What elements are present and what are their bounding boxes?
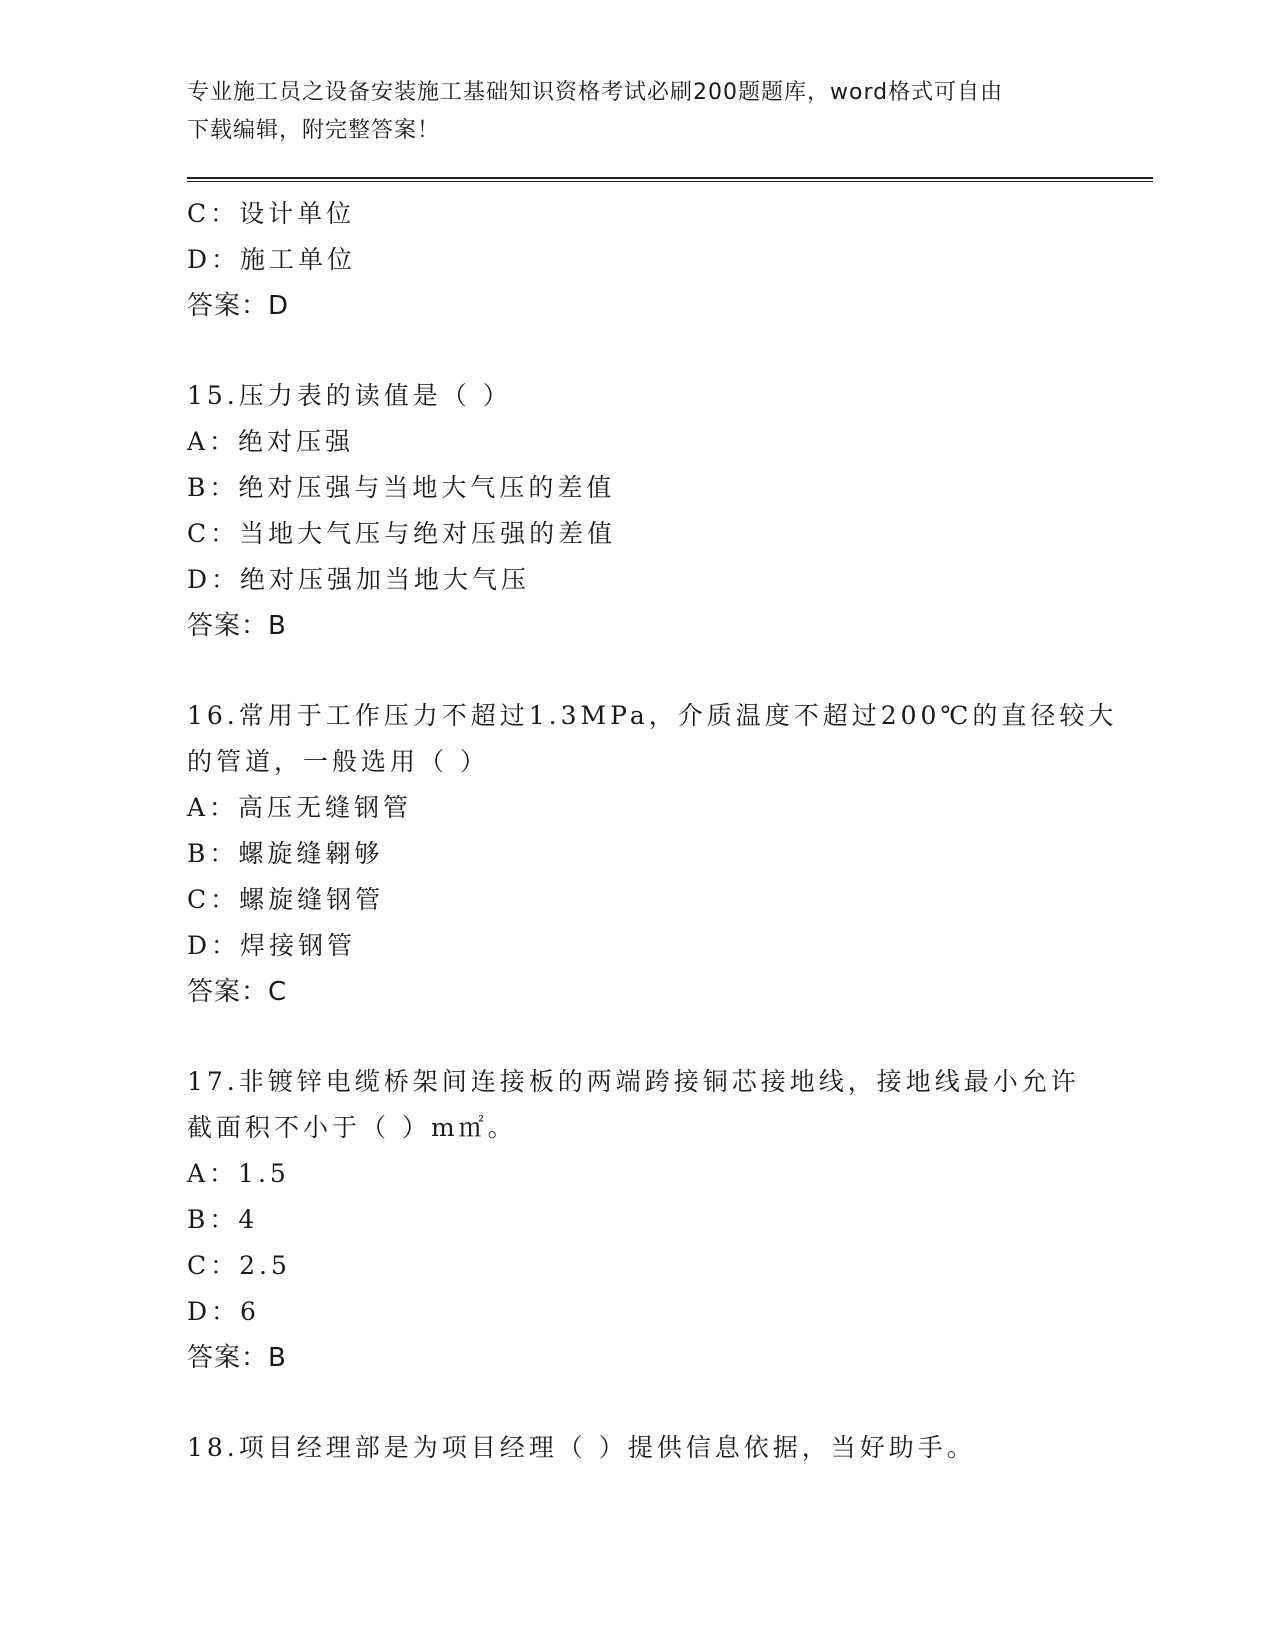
- header-divider: [187, 177, 1153, 182]
- document-page: [187, 74, 1147, 1462]
- option-c: C：当地大气压与绝对压强的差值: [187, 519, 617, 548]
- option-d: D：焊接钢管: [187, 931, 357, 960]
- answer-line: 答案：D: [187, 291, 290, 321]
- spacer: [187, 1015, 1147, 1059]
- option-d: D：施工单位: [187, 245, 357, 274]
- question-stem: 15.压力表的读值是（ ）: [187, 381, 512, 410]
- question-stem-line-2: 的管道，一般选用（ ）: [187, 747, 489, 776]
- spacer: [187, 649, 1147, 693]
- spacer: [187, 329, 1147, 373]
- option-c: C：设计单位: [187, 199, 356, 228]
- header-title-line-2: 下载编辑，附完整答案！: [187, 118, 441, 143]
- question-stem: 18.项目经理部是为项目经理（ ）提供信息依据，当好助手。: [187, 1433, 976, 1462]
- option-b: B：绝对压强与当地大气压的差值: [187, 473, 616, 502]
- option-b: B：4: [187, 1205, 259, 1234]
- question-block-14: [187, 191, 1147, 329]
- answer-line: 答案：C: [187, 977, 288, 1007]
- answer-line: 答案：B: [187, 1343, 287, 1373]
- header-title-line-1: 专业施工员之设备安装施工基础知识资格考试必刷200题题库，word格式可自由: [187, 80, 1004, 105]
- option-b: B：螺旋缝翱够: [187, 839, 384, 868]
- option-a: A：1.5: [187, 1159, 290, 1188]
- question-block-15: [187, 373, 1147, 649]
- answer-line: 答案：B: [187, 611, 287, 641]
- question-block-17: [187, 1059, 1147, 1381]
- spacer: [187, 1381, 1147, 1425]
- option-a: A：高压无缝钢管: [187, 793, 413, 822]
- question-list: [187, 191, 1147, 1471]
- question-stem-line-1: 17.非镀锌电缆桥架间连接板的两端跨接铜芯接地线，接地线最小允许: [187, 1067, 1080, 1096]
- option-d: D：绝对压强加当地大气压: [187, 565, 531, 594]
- document-header: [187, 74, 1147, 150]
- question-block-18: [187, 1425, 1147, 1471]
- question-stem-line-1: 16.常用于工作压力不超过1.3MPa，介质温度不超过200℃的直径较大: [187, 701, 1118, 730]
- question-stem-line-2: 截面积不小于（ ）m㎡。: [187, 1113, 517, 1142]
- option-a: A：绝对压强: [187, 427, 355, 456]
- option-c: C：2.5: [187, 1251, 291, 1280]
- question-block-16: [187, 693, 1147, 1015]
- option-d: D：6: [187, 1297, 260, 1326]
- option-c: C：螺旋缝钢管: [187, 885, 385, 914]
